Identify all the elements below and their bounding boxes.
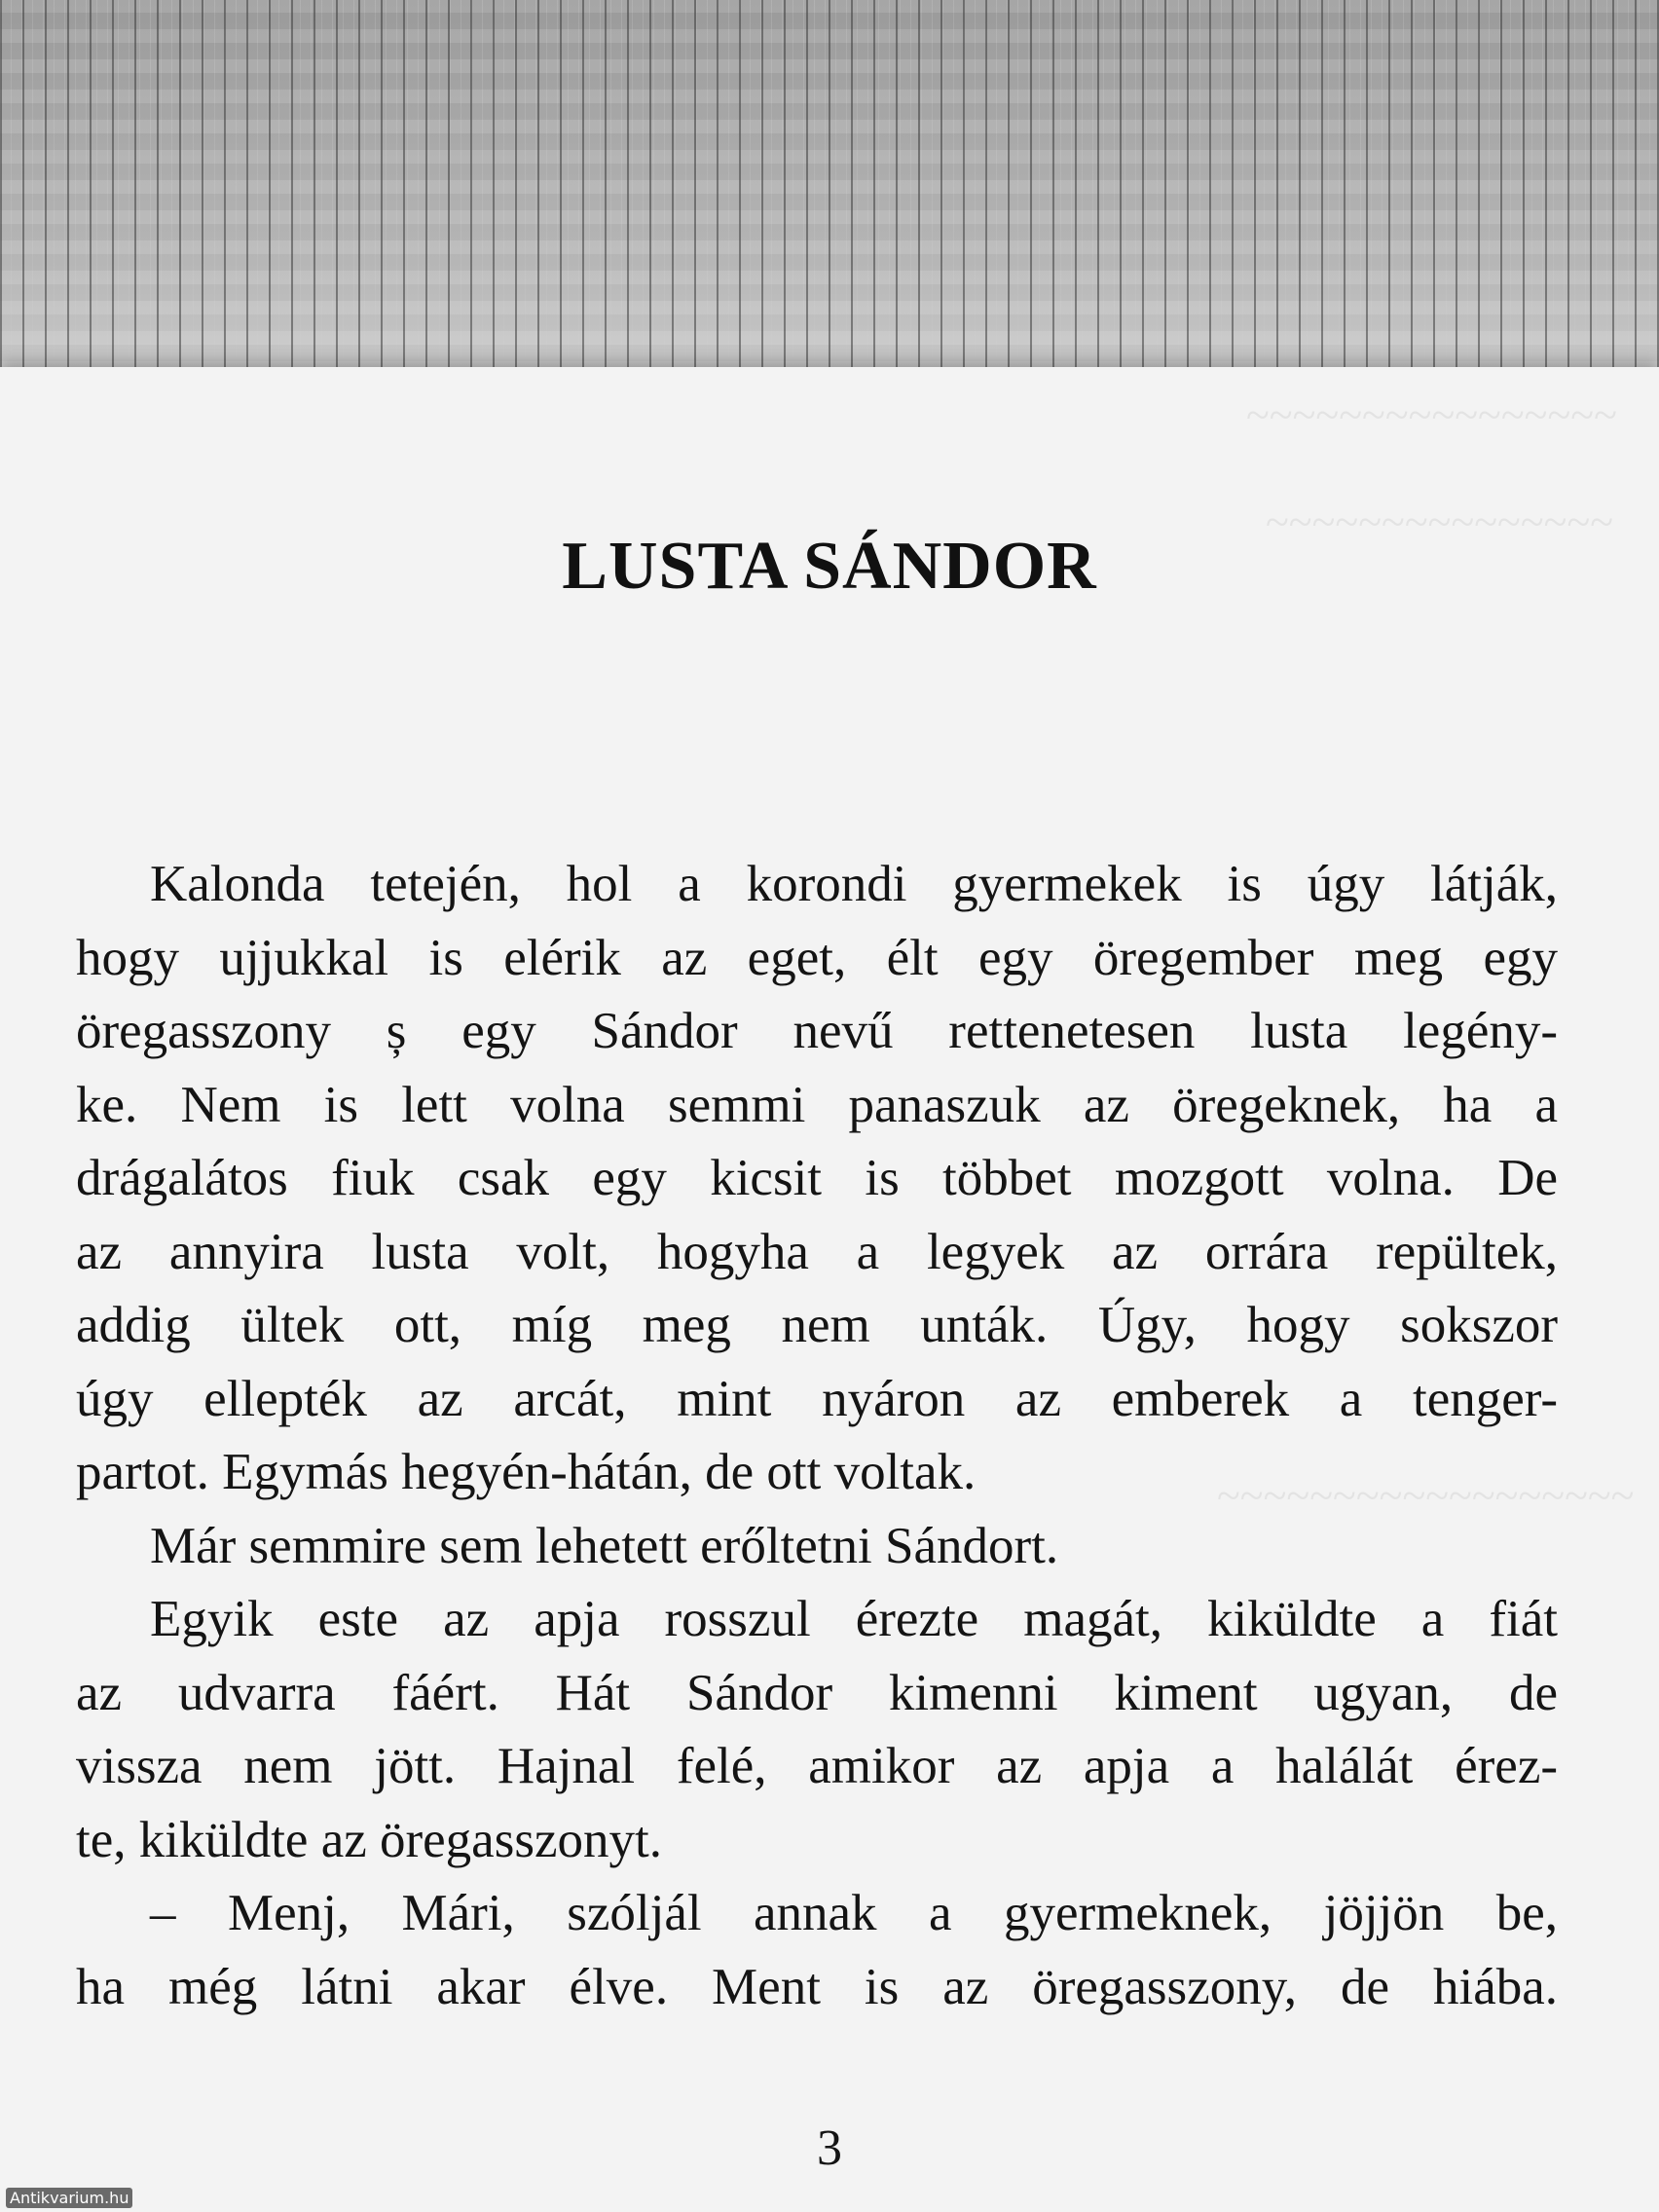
bleed-through-texture: ~~~~~~~~~~~~~~~~ <box>1246 391 1617 439</box>
text-line: az annyira lusta volt, hogyha a legyek az orrára repültek, <box>76 1223 1558 1280</box>
text-line: úgy ellepték az arcát, mint nyáron az emberek a tenger- <box>76 1370 1558 1427</box>
text-line: addig ültek ott, míg meg nem unták. Úgy, hogy sokszor <box>76 1297 1558 1353</box>
text-line: Egyik este az apja rosszul érezte magát, kiküldte a fiát <box>150 1591 1558 1647</box>
text-line: az udvarra fáért. Hát Sándor kimenni kiment ugyan, de <box>76 1664 1558 1721</box>
text-line: Kalonda tetején, hol a korondi gyermekek is úgy látják, <box>150 856 1558 912</box>
text-line: – Menj, Mári, szóljál annak a gyermeknek, jöjjön be, <box>150 1885 1558 1941</box>
text-line: drágalátos fiuk csak egy kicsit is többet mozgott volna. De <box>76 1150 1558 1206</box>
text-line: te, kiküldte az öregasszonyt. <box>76 1811 662 1868</box>
paragraph-2 <box>76 1510 1558 1584</box>
text-line: ke. Nem is lett volna semmi panaszuk az öregeknek, ha a <box>76 1076 1558 1133</box>
text-line: partot. Egymás hegyén-hátán, de ott voltak. <box>76 1444 977 1500</box>
page-title: LUSTA SÁNDOR <box>562 529 1097 604</box>
paragraph-3 <box>76 1583 1558 1877</box>
watermark-label: Antikvarium.hu <box>6 2188 132 2208</box>
bleed-through-texture: ~~~~~~~~~~~~~~~ <box>1266 498 1614 546</box>
paragraph-1 <box>76 848 1558 1510</box>
text-line: ha még látni akar élve. Ment is az öregasszony, de hiába. <box>76 1958 1558 2015</box>
page-number: 3 <box>817 2120 842 2176</box>
bleed-through-texture: ~~~~~~~~~~~~~~~~~~ <box>1217 1472 1635 1520</box>
text-line: Már semmire sem lehetett erőltetni Sándort. <box>150 1517 1059 1574</box>
text-line: öregasszony ș egy Sándor nevű rettenetesen lusta legény- <box>76 1003 1558 1059</box>
text-line: vissza nem jött. Hajnal felé, amikor az apja a halálát érez- <box>76 1738 1558 1794</box>
book-page <box>0 367 1659 2212</box>
story-text <box>76 848 1558 2024</box>
text-line: hogy ujjukkal is elérik az eget, élt egy öregember meg egy <box>76 929 1558 986</box>
background-surface <box>0 0 1659 375</box>
paragraph-4 <box>76 1877 1558 2024</box>
